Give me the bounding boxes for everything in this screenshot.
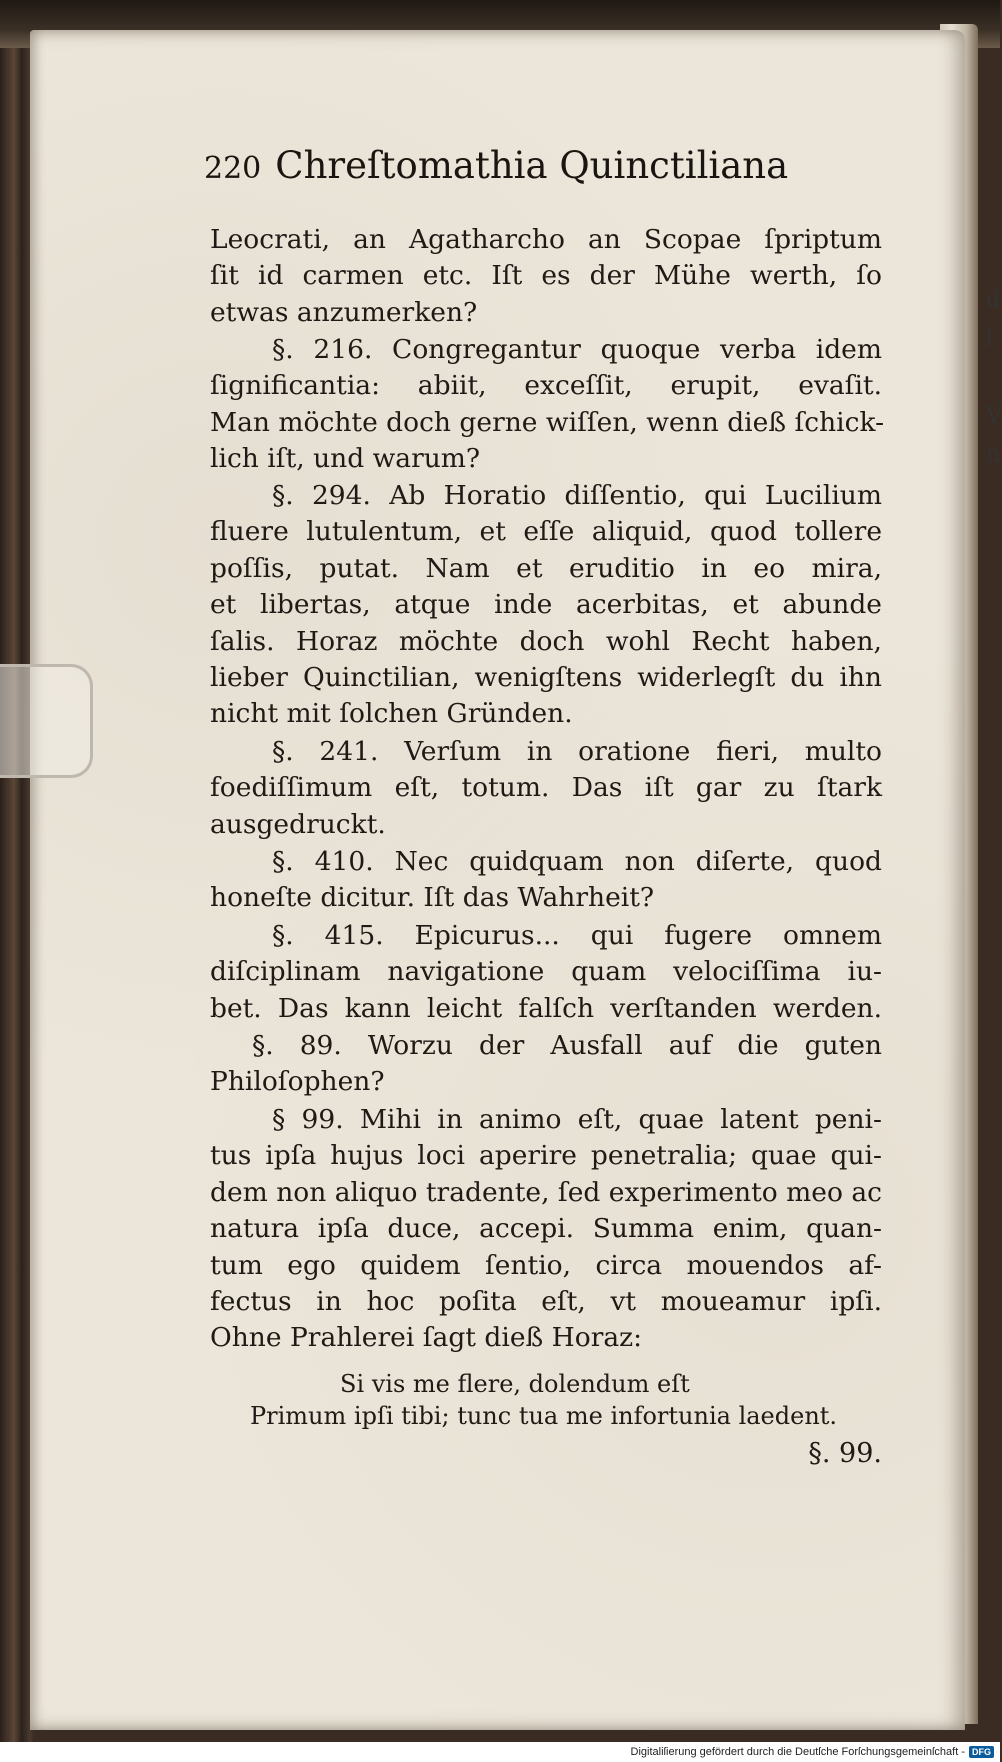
paragraph-99 (210, 1102, 882, 1357)
credit-text: Digitaliſierung gefördert durch die Deutſche Forſchungsgemeinſchaft - (630, 1746, 965, 1758)
paragraph-216 (210, 332, 885, 478)
text-line: ſit id carmen etc. Iſt es der Mühe werth, ſo (210, 260, 882, 292)
text-line: §. 415. Epicurus... qui fugere omnem (272, 920, 882, 951)
paragraph-410 (210, 844, 882, 917)
text-line: et libertas, atque inde acerbitas, et abunde (210, 589, 882, 621)
text-line: ausgedruckt. (210, 808, 386, 840)
text-line: tum ego quidem ſentio, circa mouendos af- (210, 1249, 882, 1281)
text-line: lieber Quinctilian, wenigſtens widerlegſt du ihn (210, 662, 882, 694)
text-line: fectus in hoc poſita eſt, vt moueamur ipſi. (210, 1286, 882, 1318)
paragraph-leocrati (210, 222, 882, 331)
text-line: natura ipſa duce, accepi. Summa enim, quan- (210, 1213, 882, 1245)
text-line: foediſſimum eſt, totum. Das iſt gar zu ſtark (210, 772, 882, 804)
text-line: Ohne Prahlerei ſagt dieß Horaz: (210, 1322, 643, 1354)
text-line: §. 294. Ab Horatio diſſentio, qui Lucilium (272, 480, 882, 511)
text-line: Philoſophen? (210, 1066, 385, 1098)
text-line: lich iſt, und warum? (210, 443, 481, 475)
digitization-credit (0, 1742, 1000, 1762)
page-number: 220 (204, 151, 262, 186)
text-line: nicht mit ſolchen Gründen. (210, 698, 573, 730)
text-line: honeſte dicitur. Iſt das Wahrheit? (210, 882, 655, 914)
page-clip-tab (0, 664, 93, 778)
text-line: §. 241. Verſum in oratione fieri, multo (272, 736, 882, 767)
paragraph-294 (210, 478, 882, 733)
verse-quote (210, 1368, 882, 1432)
running-title: Chreſtomathia Quinctiliana (275, 144, 789, 187)
facing-page-letters (986, 282, 1000, 474)
text-line: Leocrati, an Agatharcho an Scopae ſpriptum (210, 224, 882, 255)
paragraph-89 (210, 1028, 882, 1101)
text-line: poſſis, putat. Nam et eruditio in eo mira, (210, 552, 882, 584)
edge-letter: d (986, 288, 1001, 313)
text-line: ſalis. Horaz möchte doch wohl Recht haben, (210, 625, 882, 657)
text-line: Man möchte doch gerne wiſſen, wenn dieß ſchick- (210, 406, 885, 438)
edge-letter: n (986, 442, 1001, 467)
text-line: dem non aliquo tradente, ſed experimento meo ac (210, 1176, 882, 1208)
text-line: bet. Das kann leicht falſch verſtanden werden. (210, 992, 882, 1024)
text-line: diſciplinam navigatione quam velociſſima iu- (210, 956, 882, 988)
edge-letter: l (986, 326, 994, 351)
section-reference: §. 99. (808, 1438, 882, 1469)
text-line: tus ipſa hujus loci aperire penetralia; quae qui- (210, 1140, 882, 1172)
edge-letter: V (986, 404, 1002, 429)
page-header (204, 142, 788, 193)
text-line: ſignificantia: abiit, exceſſit, erupit, evaſit. (210, 370, 882, 402)
verse-line: Si vis me flere, dolendum eſt (340, 1370, 690, 1398)
verse-line: Primum ipſi tibi; tunc tua me infortunia laedent. (250, 1402, 838, 1430)
text-line: §. 410. Nec quidquam non diſerte, quod (272, 846, 882, 877)
paragraph-241 (210, 734, 882, 843)
paragraph-415 (210, 918, 882, 1027)
text-line: § 99. Mihi in animo eſt, quae latent peni- (272, 1104, 882, 1135)
text-line: §. 216. Congregantur quoque verba idem (272, 334, 882, 365)
text-line: etwas anzumerken? (210, 296, 478, 328)
text-line: §. 89. Worzu der Ausfall auf die guten (252, 1030, 882, 1061)
dfg-logo: DFG (969, 1746, 994, 1758)
text-line: fluere lutulentum, et eſſe aliquid, quod tollere (210, 516, 882, 548)
